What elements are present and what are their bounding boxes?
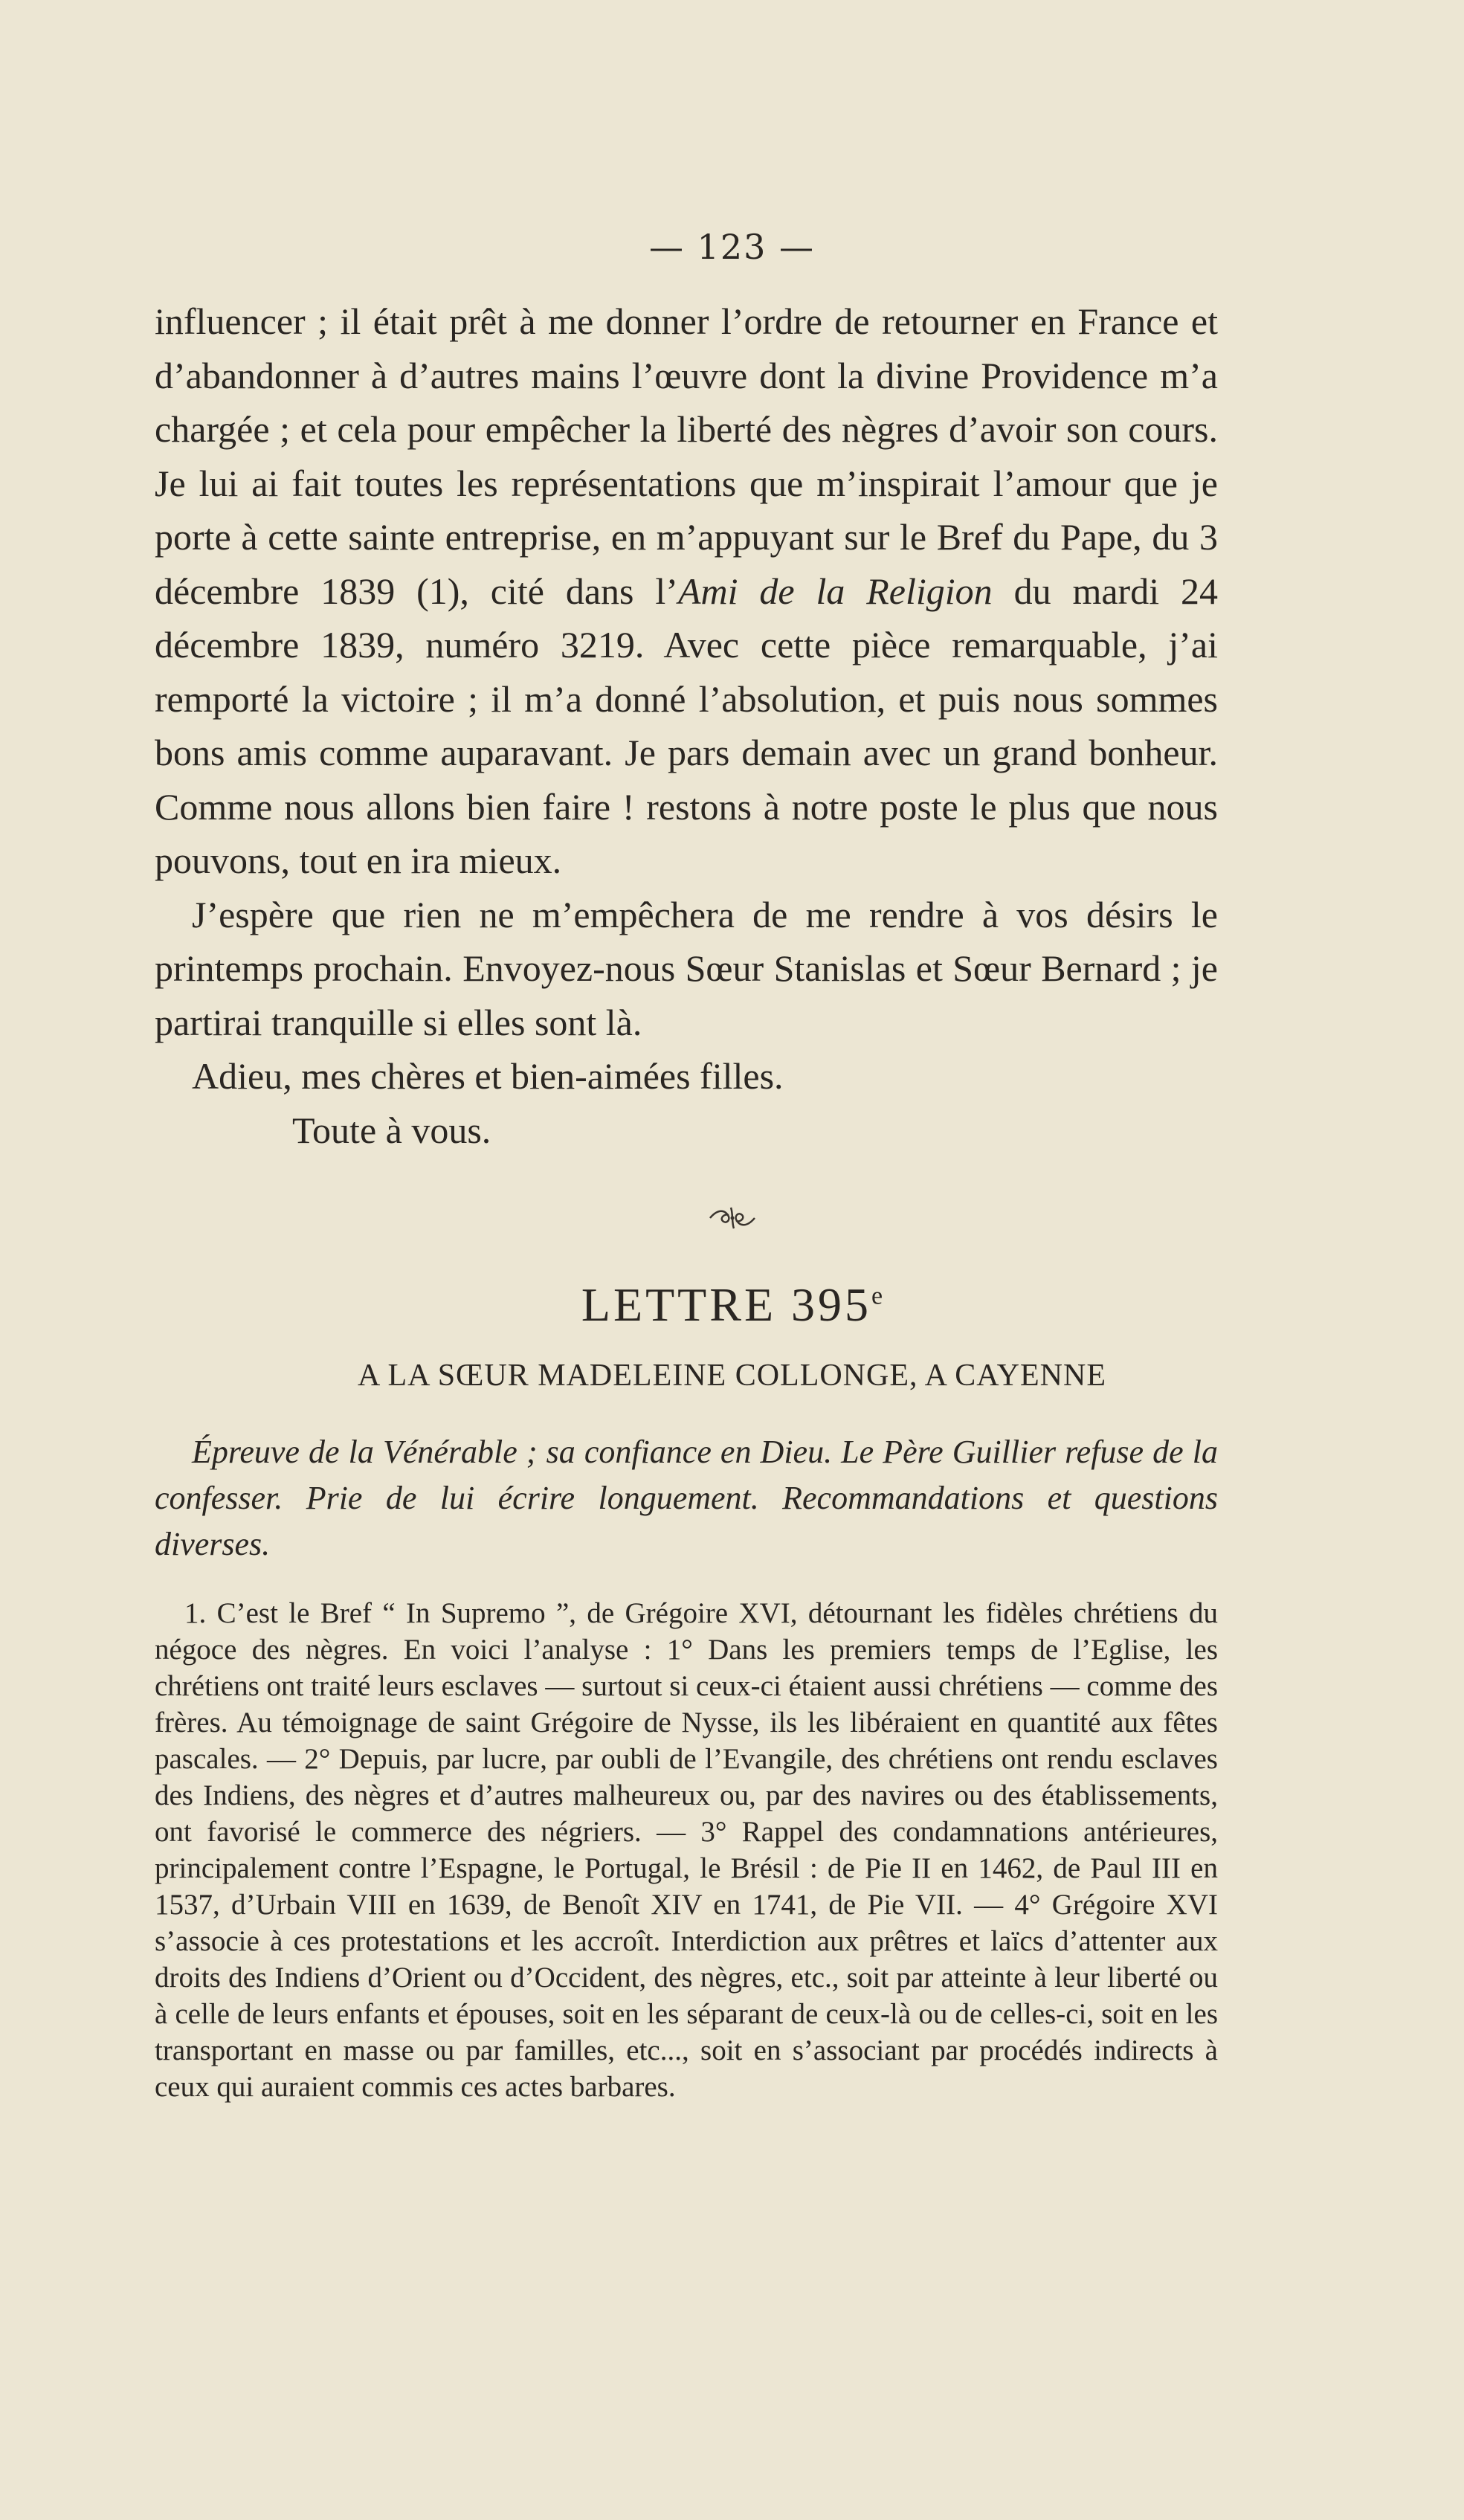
letter-title (0, 1277, 1464, 1332)
body-paragraph-1 (155, 294, 1218, 888)
fleuron-icon (706, 1203, 758, 1233)
letter-body-continued (155, 294, 1218, 1157)
journal-title: Ami de la Religion (677, 570, 993, 612)
letter-recipient: A LA SŒUR MADELEINE COLLONGE, A CAYENNE (358, 1359, 1106, 1393)
footnote-1: 1. C’est le Bref “ In Supremo ”, de Grégoire XVI, détournant les fidèles chrétiens du négoce des nègres. En voici l’analyse : 1° Dans les premiers temps de l’Eglise, les chrétiens ont traité leurs esclaves — surtout si ceux-ci étaient aussi chrétiens — comme des frères. Au témoignage de saint Grégoire de Nysse, ils les libéraient en quantité aux fêtes pascales. — 2° Depuis, par lucre, par oubli de l’Evangile, des chrétiens ont rendu esclaves des Indiens, des nègres et d’autres malheureux ou, par des navires ou des établissements, ont favorisé le commerce des négriers. — 3° Rappel des condamnations antérieures, principalement contre l’Espagne, le Portugal, le Brésil : de Pie II en 1462, de Paul III en 1537, d’Urbain VIII en 1639, de Benoît XIV en 1741, de Pie VII. — 4° Grégoire XVI s’associe à ces protestations et les accroît. Interdiction aux prêtres et laïcs d’attenter aux droits des Indiens d’Orient ou d’Occident, des nègres, etc., soit par atteinte à leur liberté ou à celle de leurs enfants et épouses, soit en les séparant de ceux-là ou de celles-ci, soit en les transportant en masse ou par familles, etc..., soit en s’associant par procédés indirects à ceux qui auraient commis ces actes barbares. (155, 1597, 1218, 2103)
body-paragraph-farewell: Adieu, mes chères et bien-aimées filles. (192, 1055, 784, 1097)
letter-title-ordinal: e (871, 1282, 883, 1310)
body-paragraph-2: J’espère que rien ne m’empêchera de me rendre à vos désirs le printemps prochain. Envoyez-nous Sœur Stanislas et Sœur Bernard ; je partirai tranquille si elles sont là. (155, 893, 1218, 1043)
fleuron-ornament-icon (0, 1203, 1464, 1248)
body-paragraph-1-start: influencer ; il était prêt à me donner l’ordre de retourner en France et d’abandonner à d’autres mains l’œuvre dont la divine Providence m’a chargée ; et cela pour empêcher la liberté des nègres d’avoir son cours. Je lui ai fait toutes les représentations que m’inspirait l’amour que je porte à cette sainte entreprise, en m’appuyant sur le Bref du Pape, du 3 décembre 1839 (1), cité dans l’ (155, 300, 1218, 612)
page-number: — 123 — (648, 227, 816, 267)
body-closing-signature: Toute à vous. (292, 1109, 491, 1151)
letter-summary: Épreuve de la Vénérable ; sa confiance en Dieu. Le Père Guillier refuse de la confesser. Prie de lui écrire longuement. Recommandations et questions diverses. (155, 1434, 1218, 1562)
letter-title-text: LETTRE 395 (581, 1278, 872, 1331)
body-paragraph-1-end: du mardi 24 décembre 1839, numéro 3219. Avec cette pièce remarquable, j’ai remporté la victoire ; il m’a donné l’absolution, et puis nous sommes bons amis comme auparavant. Je pars demain avec un grand bonheur. Comme nous allons bien faire ! restons à notre poste le plus que nous pouvons, tout en ira mieux. (155, 570, 1218, 881)
